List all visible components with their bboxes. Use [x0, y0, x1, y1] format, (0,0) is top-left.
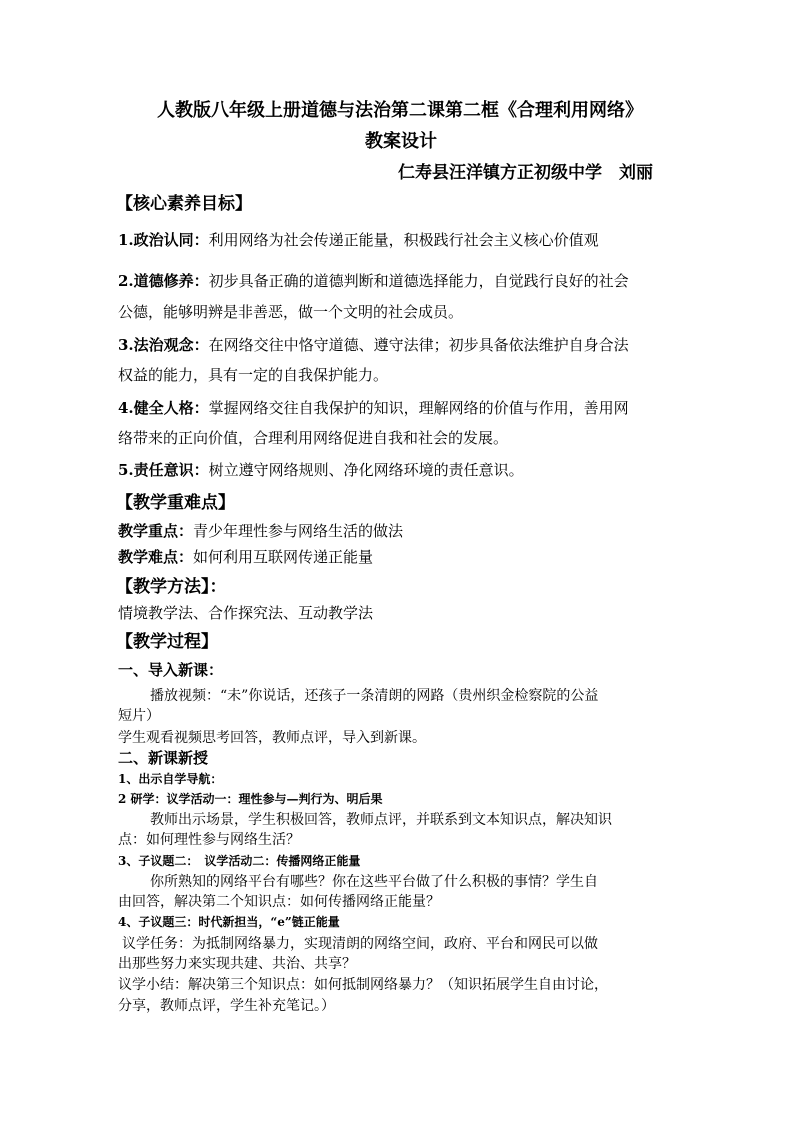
step-4-para-2: 议学小结：解决第三个知识点：如何抵制网络暴力？（知识拓展学生自由讨论， — [118, 977, 608, 993]
step-4-para-1-cont: 出那些努力来实现共建、共治、共享？ — [118, 956, 356, 972]
goal-3 — [118, 334, 629, 355]
goal-2 — [118, 270, 629, 291]
goal-4 — [118, 397, 629, 418]
goal-4-label: 4.健全人格： — [118, 399, 209, 417]
goal-1-text: 利用网络为社会传递正能量，积极践行社会主义核心价值观 — [208, 231, 599, 249]
doc-title-line2: 教案设计 — [365, 131, 437, 152]
step-2-para: 教师出示场景，学生积极回答，教师点评，并联系到文本知识点，解决知识 — [150, 812, 612, 828]
goal-3-label: 3.法治观念： — [118, 336, 209, 354]
step-3-para-cont: 由回答，解决第二个知识点：如何传播网络正能量？ — [118, 894, 440, 910]
goal-4-text: 掌握网络交往自我保护的知识，理解网络的价值与作用，善用网 — [208, 399, 629, 417]
step-3: 3、子议题二： 议学活动二：传播网络正能量 — [118, 854, 361, 868]
key-point-text: 青少年理性参与网络生活的做法 — [193, 522, 404, 540]
goal-5-label: 5.责任意识： — [118, 461, 209, 479]
doc-title-line1: 人教版八年级上册道德与法治第二课第二框《合理利用网络》 — [157, 100, 643, 121]
section-heading-key-points: 【教学重难点】 — [116, 493, 235, 513]
goal-5 — [118, 459, 524, 480]
goal-5-text: 树立遵守网络规则、净化网络环境的责任意识。 — [208, 461, 524, 479]
step-2-para-cont: 点：如何理性参与网络生活？ — [118, 832, 300, 848]
part-2-heading: 二、新课新授 — [118, 749, 209, 767]
step-4-para-1: 议学任务：为抵制网络暴力，实现清朗的网络空间，政府、平台和网民可以做 — [122, 936, 598, 952]
difficult-point — [118, 546, 373, 567]
methods-text: 情境教学法、合作探究法、互动教学法 — [118, 604, 374, 622]
goal-2-label: 2.道德修养： — [118, 272, 209, 290]
key-point-label: 教学重点： — [118, 522, 194, 540]
step-1: 1、出示自学导航： — [118, 772, 223, 786]
goal-4-cont: 络带来的正向价值，合理利用网络促进自我和社会的发展。 — [118, 429, 509, 447]
goal-1-label: 1.政治认同： — [118, 231, 209, 249]
part-1-para-2: 学生观看视频思考回答，教师点评，导入到新课。 — [118, 730, 426, 746]
goal-1 — [118, 229, 599, 250]
goal-3-text: 在网络交往中恪守道德、遵守法律；初步具备依法维护自身合法 — [208, 336, 629, 354]
step-4: 4、子议题三：时代新担当，“e”链正能量 — [118, 915, 340, 929]
step-3-para: 你所熟知的网络平台有哪些？你在这些平台做了什么积极的事情？学生自 — [150, 874, 598, 890]
doc-author: 仁寿县汪洋镇方正初级中学 刘丽 — [398, 163, 653, 183]
step-2: 2 研学：议学活动一：理性参与—判行为、明后果 — [118, 792, 383, 806]
difficult-point-text: 如何利用互联网传递正能量 — [193, 548, 374, 566]
section-heading-methods: 【教学方法】： — [116, 577, 227, 597]
goal-3-cont: 权益的能力，具有一定的自我保护能力。 — [118, 366, 389, 384]
part-1-para-1-cont: 短片） — [118, 708, 160, 724]
step-4-para-2-cont: 分享，教师点评，学生补充笔记。） — [118, 998, 335, 1014]
part-1-para-1: 播放视频：“未”你说话，还孩子一条清朗的网路（贵州织金检察院的公益 — [150, 688, 599, 704]
difficult-point-label: 教学难点： — [118, 548, 194, 566]
goal-2-text: 初步具备正确的道德判断和道德选择能力，自觉践行良好的社会 — [208, 272, 629, 290]
goal-2-cont: 公德，能够明辨是非善恶，做一个文明的社会成员。 — [118, 303, 464, 321]
part-1-heading: 一、导入新课： — [118, 661, 224, 679]
section-heading-process: 【教学过程】 — [116, 632, 218, 652]
key-point — [118, 520, 403, 541]
section-heading-goals: 【核心素养目标】 — [116, 194, 252, 214]
